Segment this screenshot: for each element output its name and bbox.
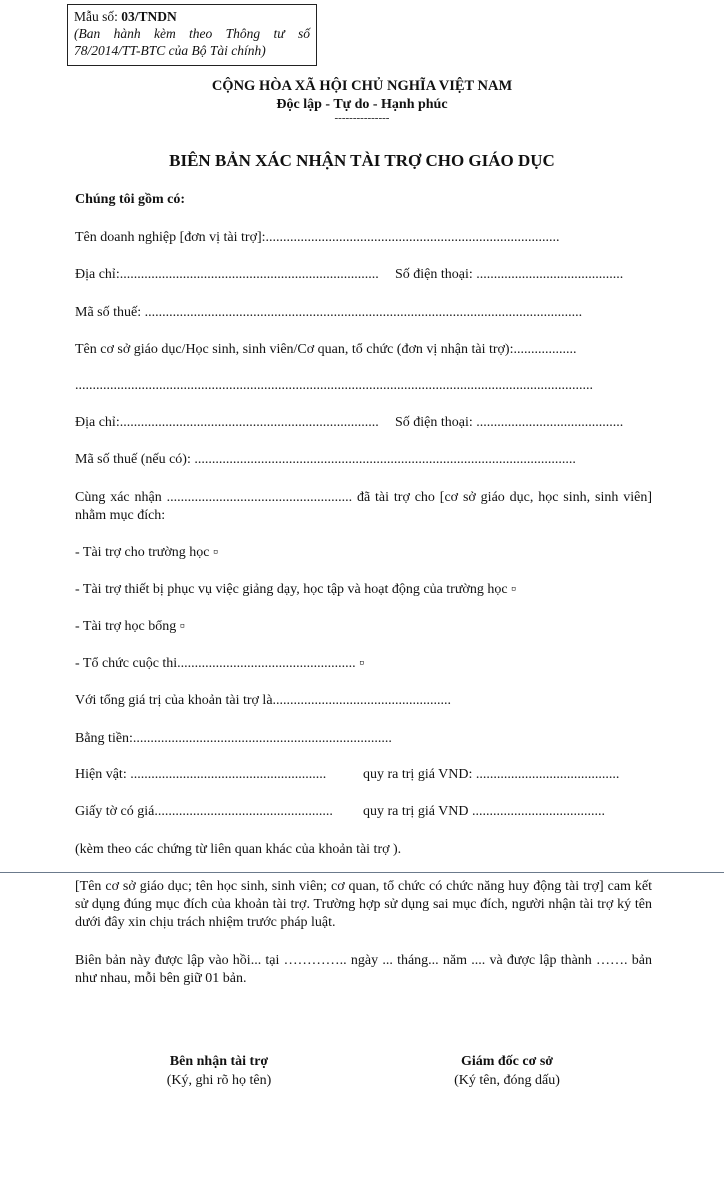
in-kind-line: Hiện vật: ........................................................ xyxy=(75,767,327,782)
director-signature-note: (Ký tên, đóng dấu) xyxy=(454,1073,560,1088)
recipient-tax-line: Mã số thuế (nếu có): ............................................................................................................. xyxy=(75,452,576,467)
document-title: BIÊN BẢN XÁC NHẬN TÀI TRỢ CHO GIÁO DỤC xyxy=(169,151,555,170)
recipient-signature-note: (Ký, ghi rõ họ tên) xyxy=(166,1073,272,1088)
recipient-name-continuation: .................................................................................................................................................... xyxy=(75,378,593,393)
recipient-address-line: Địa chỉ:.......................................................................... xyxy=(75,415,379,430)
form-legal-note: (Ban hành kèm theo Thông tư số 78/2014/TT-BTC của Bộ Tài chính) xyxy=(74,26,310,58)
cash-line: Bằng tiền:.......................................................................... xyxy=(75,731,392,746)
sponsor-address-line: Địa chỉ:.......................................................................... xyxy=(75,267,379,282)
header-divider: --------------- xyxy=(334,112,390,124)
form-number-box xyxy=(67,4,317,66)
recipient-signature-title: Bên nhận tài trợ xyxy=(169,1054,269,1069)
confirmation-text: Cùng xác nhận ..................................................... đã tài trợ cho [cơ sở giáo dục, học sinh, sinh viên] nhằm mục đích: xyxy=(75,490,652,523)
motto: Độc lập - Tự do - Hạnh phúc xyxy=(276,97,448,112)
form-number-label: Mẫu số: xyxy=(74,9,122,24)
commitment-paragraph: [Tên cơ sở giáo dục; tên học sinh, sinh viên; cơ quan, tổ chức có chức năng huy động tài trợ] cam kết sử dụng đúng mục đích của khoản tài trợ. Trường hợp sử dụng sai mục đích, người nhận tài trợ ký tên dưới đây xin chịu trách nhiệm trước pháp luật. xyxy=(75,879,652,930)
recipient-name-line: Tên cơ sở giáo dục/Học sinh, sinh viên/Cơ quan, tổ chức (đơn vị nhận tài trợ):.................. xyxy=(75,342,577,357)
attachments-note: (kèm theo các chứng từ liên quan khác của khoản tài trợ ). xyxy=(75,842,402,857)
director-signature-title: Giám đốc cơ sở xyxy=(460,1054,554,1069)
purpose-competition: - Tổ chức cuộc thi................................................... ▫ xyxy=(75,656,365,671)
total-value-line: Với tổng giá trị của khoản tài trợ là................................................... xyxy=(75,693,452,708)
valuable-papers-line: Giấy tờ có giá................................................... xyxy=(75,804,333,819)
recipient-phone-line: Số điện thoại: .......................................... xyxy=(395,415,624,430)
sponsor-phone-line: Số điện thoại: .......................................... xyxy=(395,267,624,282)
in-kind-value-line: quy ra trị giá VND: ......................................... xyxy=(363,767,620,782)
intro-text: Chúng tôi gồm có: xyxy=(75,192,186,207)
sponsor-name-line: Tên doanh nghiệp [đơn vị tài trợ]:.................................................................................... xyxy=(75,230,560,245)
form-number xyxy=(74,8,310,25)
purpose-scholarship: - Tài trợ học bổng ▫ xyxy=(75,619,185,634)
purpose-equipment: - Tài trợ thiết bị phục vụ việc giảng dạy, học tập và hoạt động của trường học ▫ xyxy=(75,582,517,597)
closing-paragraph: Biên bản này được lập vào hồi... tại ………….. ngày ... tháng... năm .... và được lập thành ……. bản như nhau, mỗi bên giữ 01 bản. xyxy=(75,953,652,986)
sponsor-tax-line: Mã số thuế: ............................................................................................................................. xyxy=(75,305,583,320)
valuable-papers-value-line: quy ra trị giá VND ...................................... xyxy=(363,804,605,819)
section-divider xyxy=(0,872,724,873)
director-signature-block xyxy=(377,1052,637,1090)
purpose-school: - Tài trợ cho trường học ▫ xyxy=(75,545,218,560)
recipient-signature-block xyxy=(89,1052,349,1090)
country-heading: CỘNG HÒA XÃ HỘI CHỦ NGHĨA VIỆT NAM xyxy=(211,78,513,94)
form-code: 03/TNDN xyxy=(121,9,177,24)
